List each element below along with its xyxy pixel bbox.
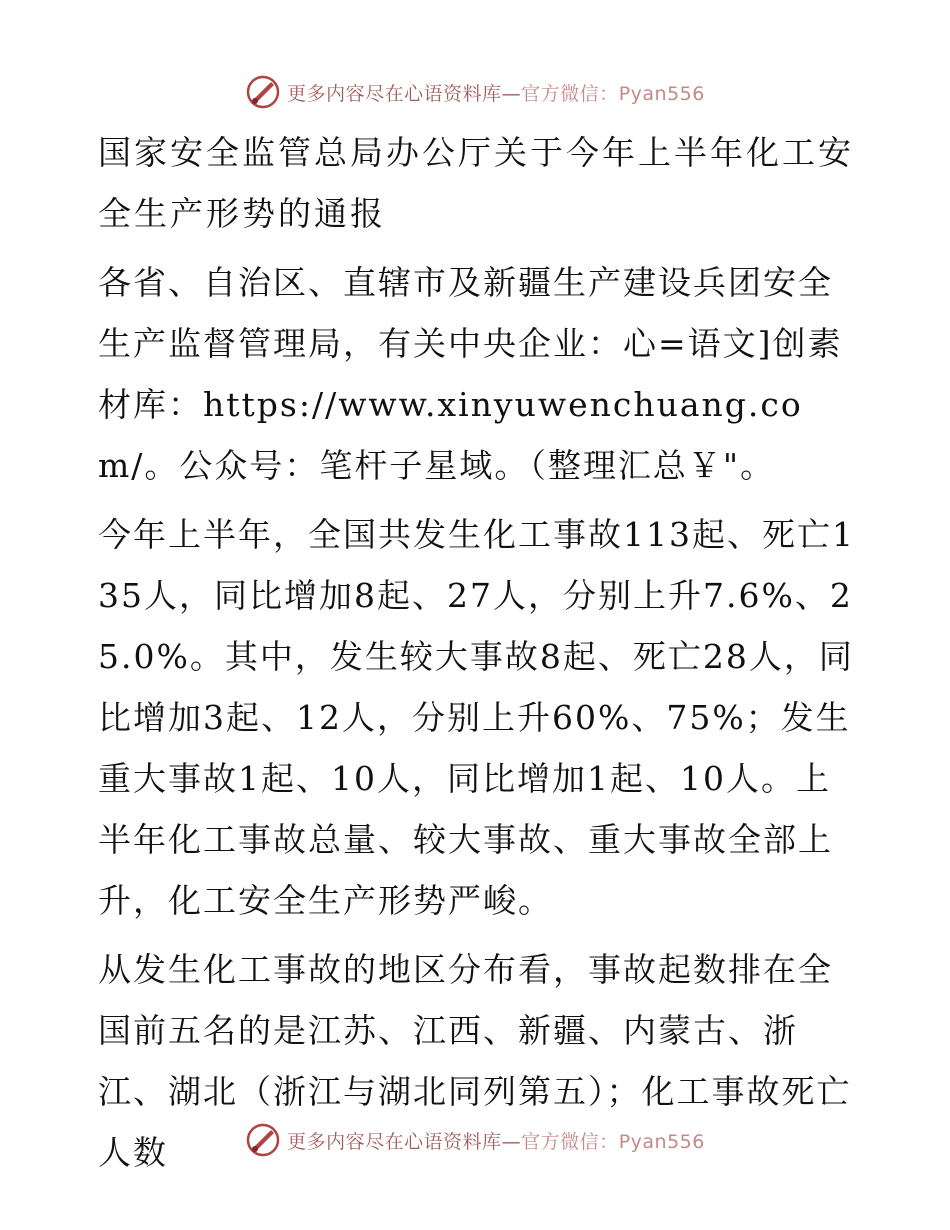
brush-logo-icon xyxy=(245,74,281,110)
document-body xyxy=(98,122,858,1191)
document-title: 国家安全监管总局办公厅关于今年上半年化工安全生产形势的通报 xyxy=(98,133,854,233)
brush-logo-icon xyxy=(245,1122,281,1158)
header-banner xyxy=(0,72,950,112)
banner-wechat: 官方微信：Pyan556 xyxy=(521,1130,705,1153)
paragraph-addressees: 各省、自治区、直辖市及新疆生产建设兵团安全生产监督管理局，有关中央企业：心=语文]创素材库：https://www.xinyuwenchuang.com/。公众号：笔杆子星域。（整理汇总￥"。 xyxy=(98,263,843,485)
banner-text: 更多内容尽在心语资料库—官方微信：Pyan556 xyxy=(287,82,705,105)
paragraph-statistics: 今年上半年，全国共发生化工事故113起、死亡135人，同比增加8起、27人，分别上升7.6%、25.0%。其中，发生较大事故8起、死亡28人，同比增加3起、12人，分别上升60%、75%；发生重大事故1起、10人，同比增加1起、10人。上半年化工事故总量、较大事故、重大事故全部上升，化工安全生产形势严峻。 xyxy=(98,515,855,920)
footer-banner xyxy=(0,1120,950,1160)
banner-wechat: 官方微信：Pyan556 xyxy=(521,82,705,105)
banner-text: 更多内容尽在心语资料库—官方微信：Pyan556 xyxy=(287,1130,705,1153)
paragraph-regional: 从发生化工事故的地区分布看，事故起数排在全国前五名的是江苏、江西、新疆、内蒙古、浙江、湖北（浙江与湖北同列第五）；化工事故死亡人数 xyxy=(98,950,852,1172)
